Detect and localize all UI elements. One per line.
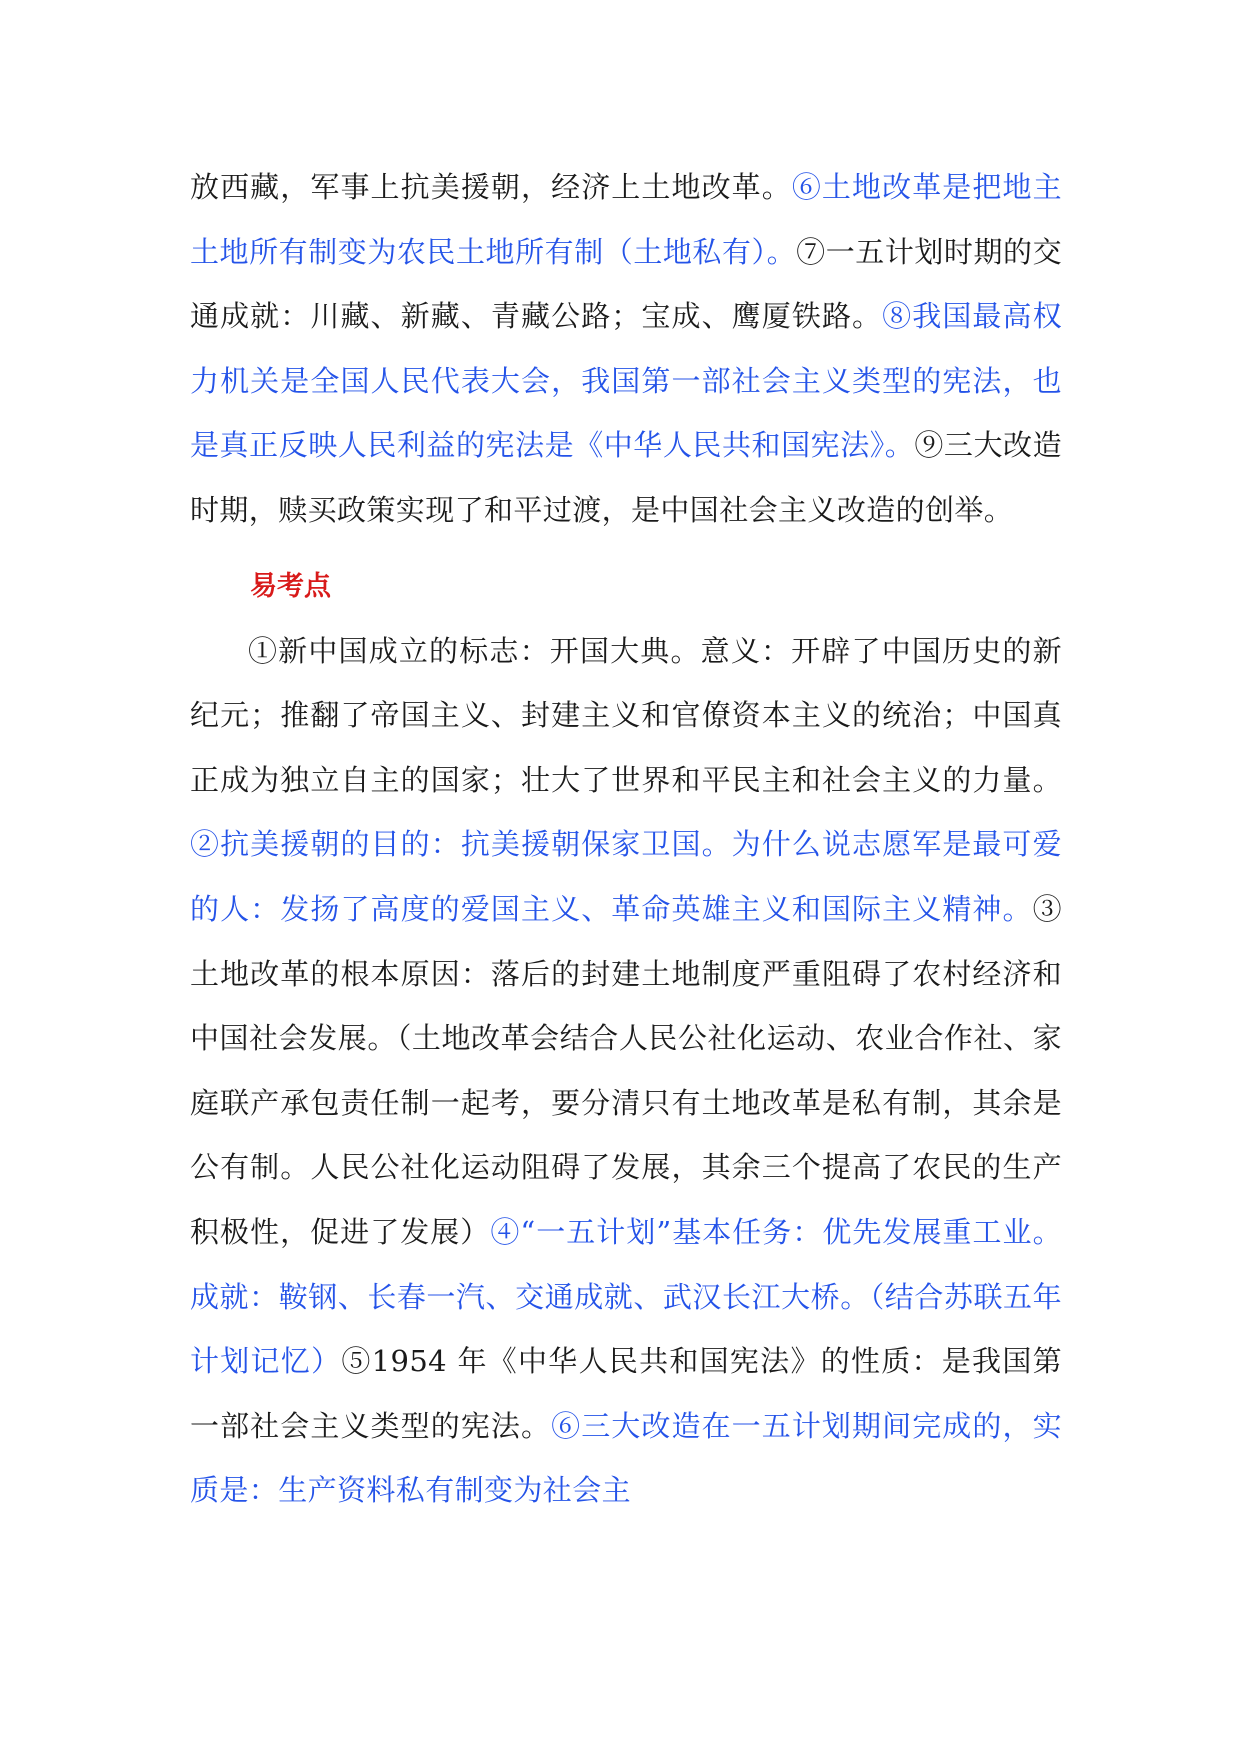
text-segment: ⑦一五计划时期的交通成就：川藏、新藏、青藏公路；宝成、鹰厦铁路。 — [190, 234, 1062, 334]
text-segment: 放西藏，军事上抗美援朝，经济上土地改革。 — [190, 170, 792, 204]
text-segment-highlight: ④“一五计划”基本任务：优先发展重工业。成就：鞍钢、长春一汽、交通成就、武汉长江大桥。（结合苏联五年计划记忆） — [190, 1214, 1062, 1379]
paragraph-intro — [190, 155, 1062, 543]
text-segment: ③土地改革的根本原因：落后的封建土地制度严重阻碍了农村经济和中国社会发展。（土地改革会结合人民公社化运动、农业合作社、家庭联产承包责任制一起考，要分清只有土地改革是私有制，其余是公有制。人民公社化运动阻碍了发展，其余三个提高了农民的生产积极性，促进了发展） — [190, 891, 1062, 1249]
text-segment-highlight: ⑥土地改革是把地主土地所有制变为农民土地所有制（土地私有）。 — [190, 170, 1062, 269]
paragraph-key-points — [190, 619, 1062, 1523]
section-heading: 易考点 — [250, 570, 331, 602]
text-segment: ⑨三大改造时期，赎买政策实现了和平过渡，是中国社会主义改造的创举。 — [190, 428, 1062, 527]
text-segment: ⑤1954 年《中华人民共和国宪法》的性质：是我国第一部社会主义类型的宪法。 — [190, 1344, 1062, 1443]
document-page — [190, 155, 1062, 1523]
text-segment-highlight: ②抗美援朝的目的：抗美援朝保家卫国。为什么说志愿军是最可爱的人：发扬了高度的爱国主义、革命英雄主义和国际主义精神。 — [190, 827, 1062, 926]
text-segment: ①新中国成立的标志：开国大典。意义：开辟了中国历史的新纪元；推翻了帝国主义、封建主义和官僚资本主义的统治；中国真正成为独立自主的国家；壮大了世界和平民主和社会主义的力量。 — [190, 633, 1062, 797]
text-segment-highlight: ⑥三大改造在一五计划期间完成的，实质是：生产资料私有制变为社会主 — [190, 1408, 1062, 1508]
text-segment-highlight: ⑧我国最高权力机关是全国人民代表大会，我国第一部社会主义类型的宪法，也是真正反映人民利益的宪法是《中华人民共和国宪法》。 — [190, 299, 1063, 463]
